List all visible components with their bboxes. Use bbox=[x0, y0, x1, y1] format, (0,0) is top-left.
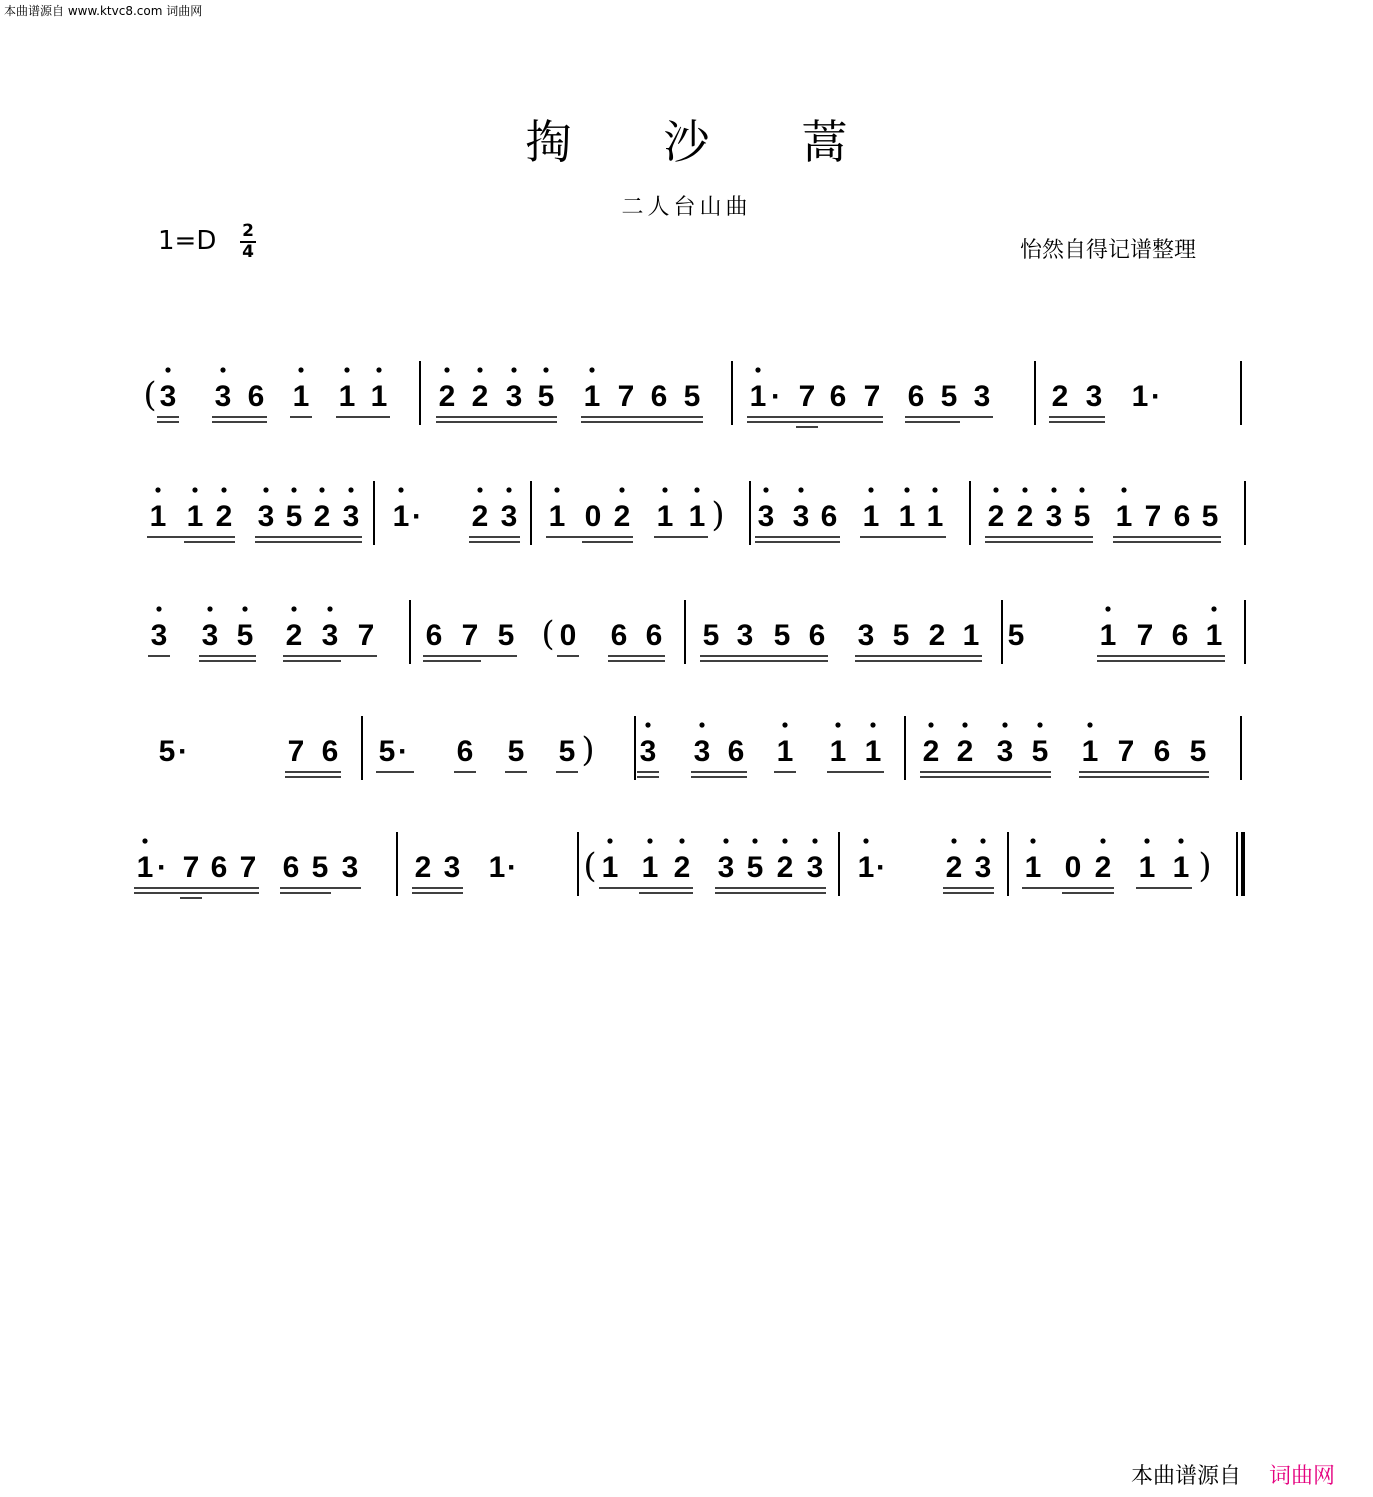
note: 6 bbox=[321, 735, 339, 768]
octave-dot-high bbox=[319, 487, 324, 492]
note: 6 bbox=[425, 619, 443, 652]
footer-source-text: 本曲谱源自 bbox=[1131, 1464, 1242, 1489]
parenthesis: ( bbox=[583, 846, 597, 886]
octave-dot-high bbox=[344, 367, 349, 372]
note: 1 bbox=[1205, 619, 1223, 652]
note: 5 bbox=[1189, 735, 1207, 768]
octave-dot-high bbox=[376, 367, 381, 372]
octave-dot-high bbox=[1178, 838, 1183, 843]
octave-dot-high bbox=[782, 838, 787, 843]
note: 1 bbox=[1081, 735, 1099, 768]
parenthesis: ) bbox=[1198, 846, 1212, 886]
octave-dot-high bbox=[1079, 487, 1084, 492]
footer-site-link[interactable]: 词曲网 bbox=[1269, 1464, 1336, 1489]
note: 1 bbox=[898, 500, 916, 533]
octave-dot-high bbox=[142, 838, 147, 843]
note: · bbox=[1151, 380, 1161, 413]
octave-dot-high bbox=[723, 838, 728, 843]
note: 1 bbox=[1131, 380, 1149, 413]
note: 5 bbox=[497, 619, 515, 652]
note: · bbox=[771, 380, 781, 413]
octave-dot-high bbox=[242, 606, 247, 611]
note: 5 bbox=[311, 851, 329, 884]
note: 5 bbox=[746, 851, 764, 884]
octave-dot-high bbox=[1211, 606, 1216, 611]
note: 7 bbox=[239, 851, 257, 884]
note: 6 bbox=[645, 619, 663, 652]
note: 3 bbox=[321, 619, 339, 652]
parenthesis: ( bbox=[143, 375, 157, 415]
octave-dot-high bbox=[291, 487, 296, 492]
note: 6 bbox=[820, 500, 838, 533]
arranger-credit: 怡然自得记谱整理 bbox=[1020, 238, 1197, 263]
note: 6 bbox=[1173, 500, 1191, 533]
octave-dot-high bbox=[589, 367, 594, 372]
note: 5 bbox=[1031, 735, 1049, 768]
octave-dot-high bbox=[506, 487, 511, 492]
score-line bbox=[143, 361, 1241, 427]
note: 6 bbox=[650, 380, 668, 413]
note: · bbox=[178, 735, 188, 768]
octave-dot-high bbox=[993, 487, 998, 492]
note: 1 bbox=[136, 851, 154, 884]
octave-dot-high bbox=[220, 367, 225, 372]
note: 2 bbox=[776, 851, 794, 884]
octave-dot-high bbox=[647, 838, 652, 843]
octave-dot-high bbox=[444, 367, 449, 372]
note: 1 bbox=[338, 380, 356, 413]
note: 5 bbox=[1073, 500, 1091, 533]
octave-dot-high bbox=[812, 838, 817, 843]
note: 6 bbox=[456, 735, 474, 768]
note: 5 bbox=[683, 380, 701, 413]
note: 1 bbox=[1115, 500, 1133, 533]
note: 3 bbox=[257, 500, 275, 533]
note: 3 bbox=[736, 619, 754, 652]
note: 6 bbox=[1171, 619, 1189, 652]
octave-dot-high bbox=[607, 838, 612, 843]
note: 2 bbox=[438, 380, 456, 413]
note: 2 bbox=[313, 500, 331, 533]
octave-dot-high bbox=[291, 606, 296, 611]
note: · bbox=[507, 851, 517, 884]
octave-dot-high bbox=[932, 487, 937, 492]
note: 1 bbox=[186, 500, 204, 533]
note: 1 bbox=[862, 500, 880, 533]
note: 6 bbox=[829, 380, 847, 413]
song-subtitle: 二人台山曲 bbox=[621, 195, 752, 220]
note: 5 bbox=[1201, 500, 1219, 533]
note: 7 bbox=[1117, 735, 1135, 768]
octave-dot-high bbox=[477, 487, 482, 492]
note: 3 bbox=[1085, 380, 1103, 413]
note: 2 bbox=[471, 500, 489, 533]
note: 5 bbox=[1007, 619, 1025, 652]
note: · bbox=[157, 851, 167, 884]
note: 1 bbox=[776, 735, 794, 768]
parenthesis: ) bbox=[711, 495, 725, 535]
note: 3 bbox=[974, 851, 992, 884]
note: 3 bbox=[150, 619, 168, 652]
octave-dot-high bbox=[554, 487, 559, 492]
note: 3 bbox=[443, 851, 461, 884]
octave-dot-high bbox=[156, 606, 161, 611]
note: 5 bbox=[236, 619, 254, 652]
octave-dot-high bbox=[192, 487, 197, 492]
note: 6 bbox=[210, 851, 228, 884]
time-signature-numerator: 2 bbox=[242, 221, 254, 241]
note: 5 bbox=[537, 380, 555, 413]
note: 2 bbox=[613, 500, 631, 533]
score-line bbox=[159, 716, 1241, 780]
note: 1 bbox=[641, 851, 659, 884]
note: · bbox=[876, 851, 886, 884]
note: 3 bbox=[342, 500, 360, 533]
octave-dot-high bbox=[752, 838, 757, 843]
octave-dot-high bbox=[928, 722, 933, 727]
octave-dot-high bbox=[868, 487, 873, 492]
octave-dot-high bbox=[221, 487, 226, 492]
octave-dot-high bbox=[1030, 838, 1035, 843]
note: 7 bbox=[1144, 500, 1162, 533]
note: 1 bbox=[601, 851, 619, 884]
note: 1 bbox=[548, 500, 566, 533]
octave-dot-high bbox=[327, 606, 332, 611]
octave-dot-high bbox=[1087, 722, 1092, 727]
note: 1 bbox=[1024, 851, 1042, 884]
parenthesis: ) bbox=[581, 730, 595, 770]
note: 3 bbox=[341, 851, 359, 884]
note: 7 bbox=[617, 380, 635, 413]
note: 7 bbox=[357, 619, 375, 652]
octave-dot-high bbox=[1002, 722, 1007, 727]
note: 1 bbox=[656, 500, 674, 533]
octave-dot-high bbox=[679, 838, 684, 843]
octave-dot-high bbox=[263, 487, 268, 492]
note: 2 bbox=[1016, 500, 1034, 533]
note: 2 bbox=[285, 619, 303, 652]
octave-dot-high bbox=[1144, 838, 1149, 843]
octave-dot-high bbox=[398, 487, 403, 492]
octave-dot-high bbox=[511, 367, 516, 372]
octave-dot-high bbox=[662, 487, 667, 492]
octave-dot-high bbox=[980, 838, 985, 843]
note: 5 bbox=[158, 735, 176, 768]
note: 6 bbox=[282, 851, 300, 884]
octave-dot-high bbox=[863, 838, 868, 843]
note: 7 bbox=[287, 735, 305, 768]
note: 2 bbox=[471, 380, 489, 413]
octave-dot-high bbox=[1100, 838, 1105, 843]
octave-dot-high bbox=[165, 367, 170, 372]
note: 3 bbox=[214, 380, 232, 413]
note: 2 bbox=[956, 735, 974, 768]
note: 6 bbox=[247, 380, 265, 413]
note: 1 bbox=[864, 735, 882, 768]
note: 5 bbox=[702, 619, 720, 652]
note: 7 bbox=[1136, 619, 1154, 652]
note: 1 bbox=[829, 735, 847, 768]
octave-dot-high bbox=[1022, 487, 1027, 492]
score-line bbox=[134, 832, 1243, 898]
note: · bbox=[398, 735, 408, 768]
parenthesis: ( bbox=[541, 614, 555, 654]
octave-dot-high bbox=[870, 722, 875, 727]
note: 1 bbox=[926, 500, 944, 533]
note: 2 bbox=[945, 851, 963, 884]
note: 3 bbox=[757, 500, 775, 533]
octave-dot-high bbox=[763, 487, 768, 492]
note: 1 bbox=[488, 851, 506, 884]
octave-dot-high bbox=[699, 722, 704, 727]
octave-dot-high bbox=[298, 367, 303, 372]
octave-dot-high bbox=[1037, 722, 1042, 727]
octave-dot-high bbox=[348, 487, 353, 492]
octave-dot-high bbox=[694, 487, 699, 492]
note: 1 bbox=[370, 380, 388, 413]
note: 5 bbox=[285, 500, 303, 533]
octave-dot-high bbox=[904, 487, 909, 492]
note: 3 bbox=[500, 500, 518, 533]
note: 7 bbox=[182, 851, 200, 884]
note: 2 bbox=[215, 500, 233, 533]
note: 3 bbox=[639, 735, 657, 768]
key-signature: 1=D bbox=[158, 226, 217, 256]
note: 3 bbox=[806, 851, 824, 884]
note: 3 bbox=[996, 735, 1014, 768]
note: 0 bbox=[1064, 851, 1082, 884]
note: 2 bbox=[922, 735, 940, 768]
note: 5 bbox=[507, 735, 525, 768]
score-line bbox=[147, 481, 1245, 545]
note: 6 bbox=[727, 735, 745, 768]
note: 1 bbox=[749, 380, 767, 413]
note: 2 bbox=[673, 851, 691, 884]
note: 1 bbox=[857, 851, 875, 884]
octave-dot-high bbox=[835, 722, 840, 727]
octave-dot-high bbox=[782, 722, 787, 727]
octave-dot-high bbox=[951, 838, 956, 843]
note: 2 bbox=[928, 619, 946, 652]
note: 1 bbox=[392, 500, 410, 533]
octave-dot-high bbox=[962, 722, 967, 727]
time-signature-denominator: 4 bbox=[242, 242, 254, 262]
octave-dot-high bbox=[798, 487, 803, 492]
note: 7 bbox=[863, 380, 881, 413]
note: 6 bbox=[808, 619, 826, 652]
note: 3 bbox=[857, 619, 875, 652]
octave-dot-high bbox=[1051, 487, 1056, 492]
note: 1 bbox=[1138, 851, 1156, 884]
note: 2 bbox=[1094, 851, 1112, 884]
octave-dot-high bbox=[543, 367, 548, 372]
octave-dot-high bbox=[477, 367, 482, 372]
note: 3 bbox=[792, 500, 810, 533]
note: 1 bbox=[292, 380, 310, 413]
note: 1 bbox=[149, 500, 167, 533]
note: 1 bbox=[583, 380, 601, 413]
note: 3 bbox=[973, 380, 991, 413]
octave-dot-high bbox=[1105, 606, 1110, 611]
note: 5 bbox=[892, 619, 910, 652]
octave-dot-high bbox=[755, 367, 760, 372]
song-title: 掏沙蒿 bbox=[525, 115, 940, 169]
note: 5 bbox=[558, 735, 576, 768]
note: 3 bbox=[201, 619, 219, 652]
octave-dot-high bbox=[619, 487, 624, 492]
note: 0 bbox=[559, 619, 577, 652]
note: 2 bbox=[987, 500, 1005, 533]
note: 5 bbox=[940, 380, 958, 413]
note: 5 bbox=[773, 619, 791, 652]
note: 2 bbox=[1051, 380, 1069, 413]
octave-dot-high bbox=[155, 487, 160, 492]
note: 1 bbox=[962, 619, 980, 652]
octave-dot-high bbox=[207, 606, 212, 611]
score-line bbox=[148, 600, 1245, 664]
note: 6 bbox=[610, 619, 628, 652]
note: 2 bbox=[414, 851, 432, 884]
note: · bbox=[412, 500, 422, 533]
note: 3 bbox=[505, 380, 523, 413]
note: 1 bbox=[688, 500, 706, 533]
octave-dot-high bbox=[645, 722, 650, 727]
note: 0 bbox=[584, 500, 602, 533]
note: 7 bbox=[798, 380, 816, 413]
note: 3 bbox=[1045, 500, 1063, 533]
note: 1 bbox=[1172, 851, 1190, 884]
note: 7 bbox=[461, 619, 479, 652]
note: 3 bbox=[717, 851, 735, 884]
source-header-text: 本曲谱源自 www.ktvc8.com 词曲网 bbox=[4, 4, 203, 18]
note: 1 bbox=[1099, 619, 1117, 652]
octave-dot-high bbox=[1121, 487, 1126, 492]
note: 6 bbox=[1153, 735, 1171, 768]
note: 6 bbox=[907, 380, 925, 413]
note: 3 bbox=[693, 735, 711, 768]
note: 5 bbox=[378, 735, 396, 768]
note: 3 bbox=[159, 380, 177, 413]
